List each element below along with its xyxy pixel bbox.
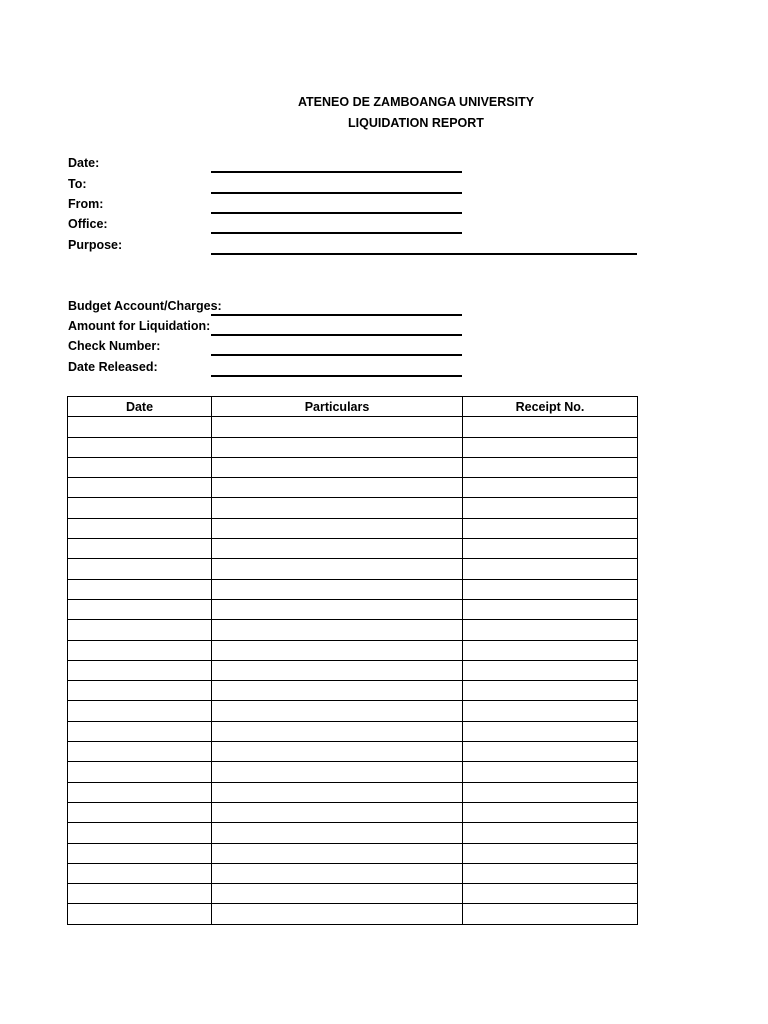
date-released-field-line[interactable] (211, 375, 462, 377)
table-row (68, 742, 638, 762)
check-number-label: Check Number: (68, 339, 161, 353)
office-field-line[interactable] (211, 232, 462, 234)
table-row (68, 843, 638, 863)
table-row (68, 599, 638, 619)
table-row (68, 559, 638, 579)
cell-receipt-no[interactable] (463, 539, 638, 559)
amount-label: Amount for Liquidation: (68, 319, 211, 333)
cell-particulars[interactable] (212, 579, 463, 599)
cell-receipt-no[interactable] (463, 884, 638, 904)
cell-particulars[interactable] (212, 417, 463, 437)
table-row (68, 762, 638, 782)
table-row (68, 782, 638, 802)
cell-date[interactable] (68, 721, 212, 741)
university-name: ATENEO DE ZAMBOANGA UNIVERSITY (297, 95, 535, 109)
report-title: LIQUIDATION REPORT (348, 116, 484, 130)
purpose-field-line[interactable] (211, 253, 637, 255)
table-row (68, 863, 638, 883)
table-row (68, 620, 638, 640)
table-row (68, 457, 638, 477)
cell-date[interactable] (68, 823, 212, 843)
cell-date[interactable] (68, 457, 212, 477)
cell-date[interactable] (68, 579, 212, 599)
table-row (68, 802, 638, 822)
cell-date[interactable] (68, 782, 212, 802)
cell-date[interactable] (68, 843, 212, 863)
cell-particulars[interactable] (212, 742, 463, 762)
cell-particulars[interactable] (212, 681, 463, 701)
cell-date[interactable] (68, 863, 212, 883)
cell-receipt-no[interactable] (463, 904, 638, 924)
cell-particulars[interactable] (212, 762, 463, 782)
cell-date[interactable] (68, 437, 212, 457)
cell-date[interactable] (68, 701, 212, 721)
table-row (68, 721, 638, 741)
cell-particulars[interactable] (212, 843, 463, 863)
cell-receipt-no[interactable] (463, 478, 638, 498)
table-row (68, 640, 638, 660)
cell-date[interactable] (68, 660, 212, 680)
cell-date[interactable] (68, 498, 212, 518)
cell-particulars[interactable] (212, 640, 463, 660)
cell-particulars[interactable] (212, 620, 463, 640)
budget-account-label: Budget Account/Charges: (68, 299, 222, 313)
date-released-label: Date Released: (68, 360, 158, 374)
cell-date[interactable] (68, 518, 212, 538)
table-row (68, 884, 638, 904)
cell-date[interactable] (68, 599, 212, 619)
cell-date[interactable] (68, 620, 212, 640)
cell-particulars[interactable] (212, 863, 463, 883)
liquidation-table (67, 396, 638, 925)
to-label: To: (68, 177, 87, 191)
cell-particulars[interactable] (212, 478, 463, 498)
cell-receipt-no[interactable] (463, 742, 638, 762)
cell-particulars[interactable] (212, 884, 463, 904)
cell-receipt-no[interactable] (463, 843, 638, 863)
cell-receipt-no[interactable] (463, 681, 638, 701)
cell-particulars[interactable] (212, 782, 463, 802)
cell-date[interactable] (68, 884, 212, 904)
cell-receipt-no[interactable] (463, 437, 638, 457)
table-row (68, 417, 638, 437)
cell-receipt-no[interactable] (463, 518, 638, 538)
table-body (68, 417, 638, 924)
cell-receipt-no[interactable] (463, 559, 638, 579)
table-row (68, 904, 638, 924)
column-header-particulars: Particulars (212, 397, 463, 417)
cell-particulars[interactable] (212, 823, 463, 843)
cell-receipt-no[interactable] (463, 823, 638, 843)
check-number-field-line[interactable] (211, 354, 462, 356)
cell-receipt-no[interactable] (463, 762, 638, 782)
cell-particulars[interactable] (212, 701, 463, 721)
table-row (68, 579, 638, 599)
table-header-row (68, 397, 638, 417)
cell-date[interactable] (68, 539, 212, 559)
cell-date[interactable] (68, 478, 212, 498)
cell-receipt-no[interactable] (463, 579, 638, 599)
from-field-line[interactable] (211, 212, 462, 214)
table-row (68, 478, 638, 498)
cell-particulars[interactable] (212, 437, 463, 457)
cell-date[interactable] (68, 742, 212, 762)
cell-particulars[interactable] (212, 802, 463, 822)
cell-receipt-no[interactable] (463, 802, 638, 822)
date-label: Date: (68, 156, 100, 170)
column-header-date: Date (68, 397, 212, 417)
cell-receipt-no[interactable] (463, 457, 638, 477)
table-row (68, 681, 638, 701)
to-field-line[interactable] (211, 192, 462, 194)
cell-particulars[interactable] (212, 457, 463, 477)
cell-receipt-no[interactable] (463, 660, 638, 680)
budget-account-field-line[interactable] (211, 314, 462, 316)
cell-receipt-no[interactable] (463, 599, 638, 619)
cell-receipt-no[interactable] (463, 701, 638, 721)
cell-receipt-no[interactable] (463, 863, 638, 883)
cell-receipt-no[interactable] (463, 640, 638, 660)
cell-receipt-no[interactable] (463, 417, 638, 437)
from-label: From: (68, 197, 104, 211)
cell-receipt-no[interactable] (463, 782, 638, 802)
table-row (68, 701, 638, 721)
table-row (68, 437, 638, 457)
table-row (68, 660, 638, 680)
cell-date[interactable] (68, 904, 212, 924)
cell-particulars[interactable] (212, 904, 463, 924)
cell-receipt-no[interactable] (463, 721, 638, 741)
cell-particulars[interactable] (212, 599, 463, 619)
purpose-label: Purpose: (68, 238, 123, 252)
cell-date[interactable] (68, 681, 212, 701)
cell-receipt-no[interactable] (463, 498, 638, 518)
table-row (68, 518, 638, 538)
cell-date[interactable] (68, 559, 212, 579)
cell-particulars[interactable] (212, 518, 463, 538)
cell-particulars[interactable] (212, 660, 463, 680)
date-field-line[interactable] (211, 171, 462, 173)
table-row (68, 539, 638, 559)
table-row (68, 823, 638, 843)
office-label: Office: (68, 217, 108, 231)
cell-date[interactable] (68, 802, 212, 822)
table-row (68, 498, 638, 518)
cell-particulars[interactable] (212, 539, 463, 559)
cell-date[interactable] (68, 640, 212, 660)
amount-field-line[interactable] (211, 334, 462, 336)
column-header-receipt-no: Receipt No. (463, 397, 638, 417)
cell-receipt-no[interactable] (463, 620, 638, 640)
cell-particulars[interactable] (212, 559, 463, 579)
cell-particulars[interactable] (212, 498, 463, 518)
cell-particulars[interactable] (212, 721, 463, 741)
cell-date[interactable] (68, 762, 212, 782)
cell-date[interactable] (68, 417, 212, 437)
